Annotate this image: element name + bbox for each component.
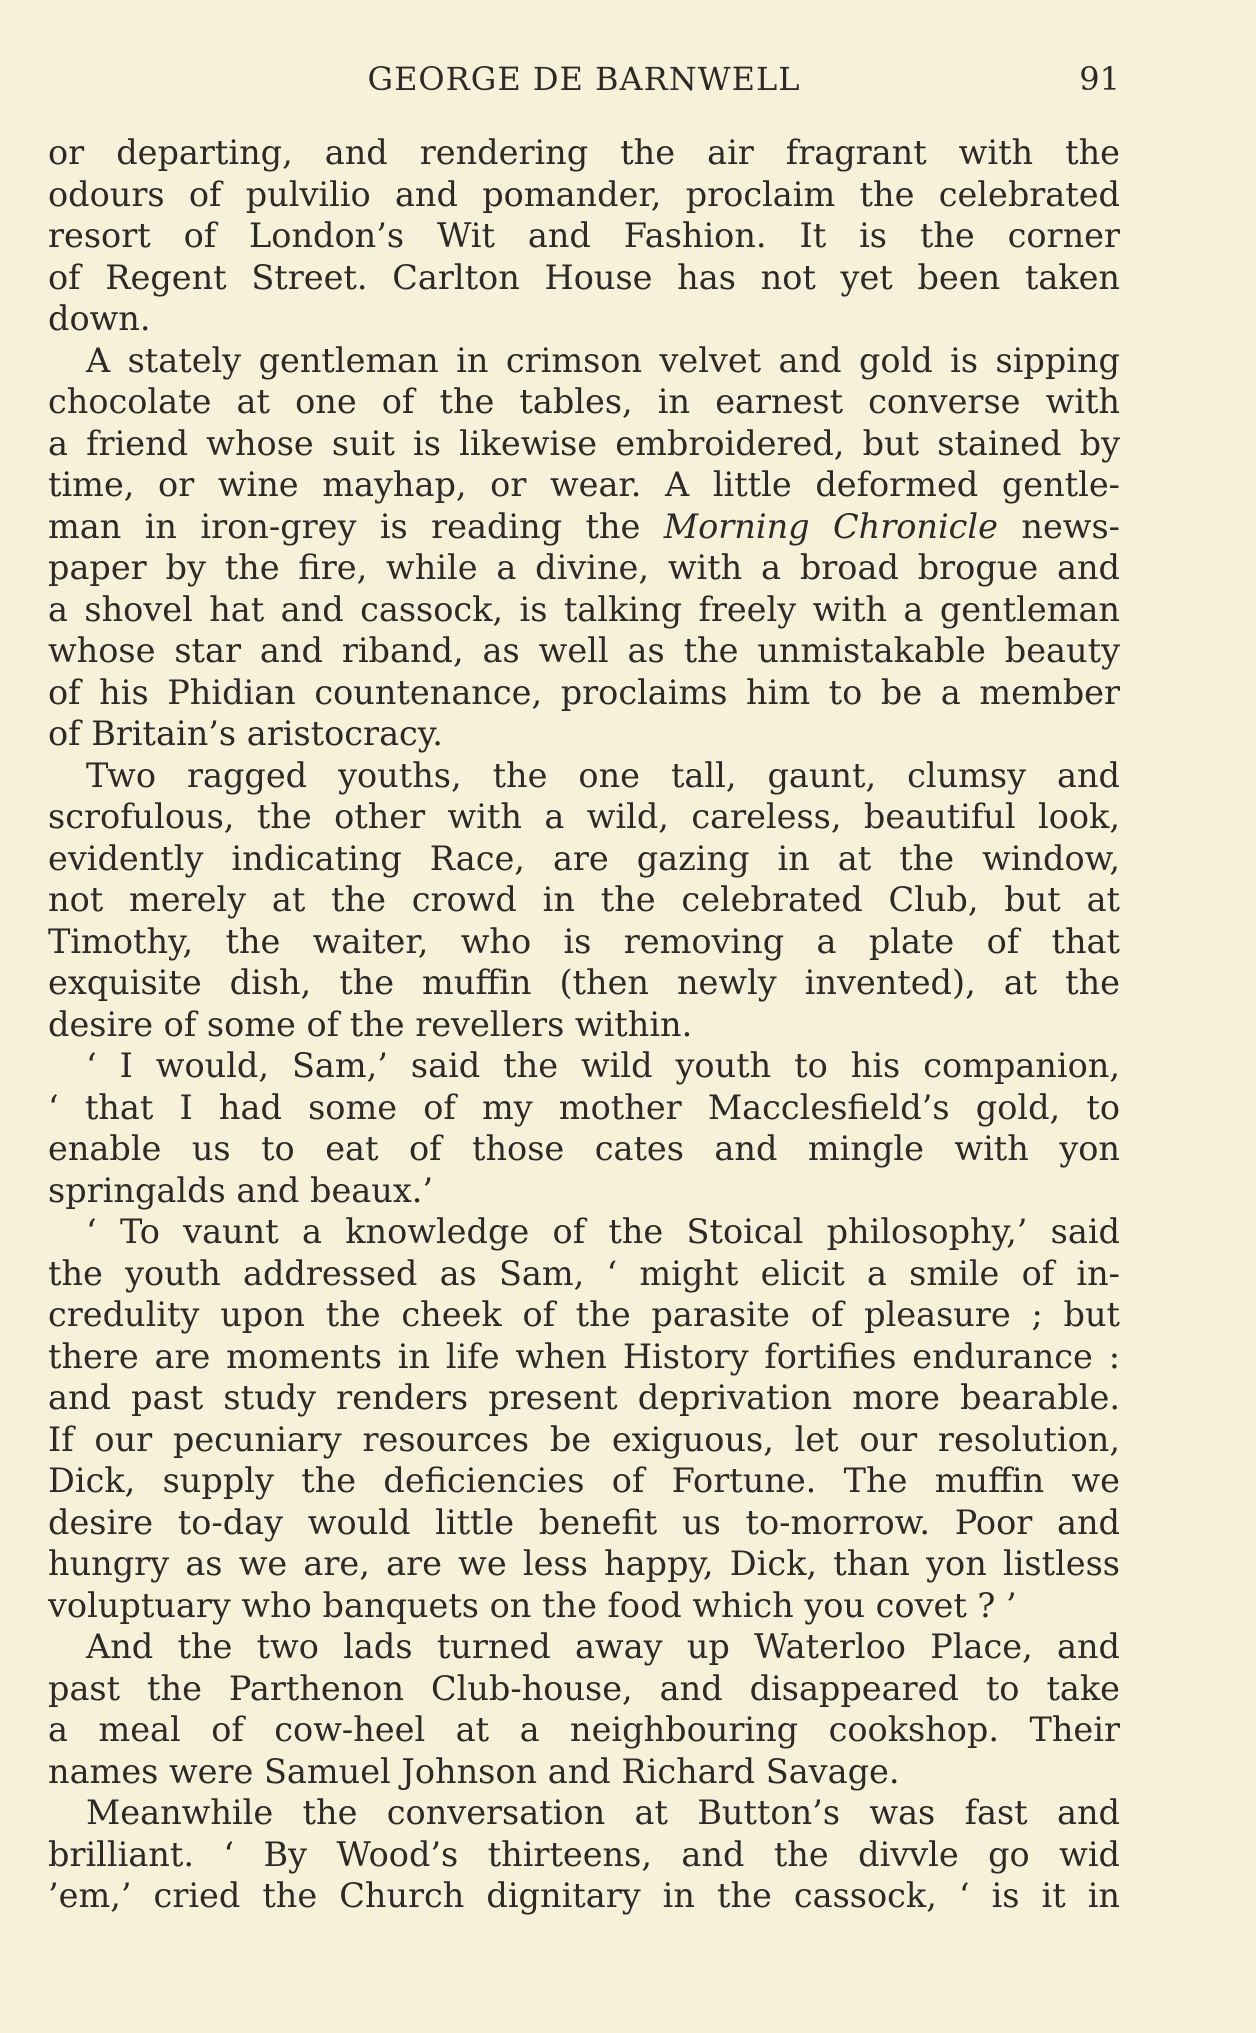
text-line: of his Phidian countenance, proclaims him to be a member xyxy=(48,672,1120,712)
text-line: Dick, supply the deficiencies of Fortune. The muffin we xyxy=(48,1461,1120,1500)
text-line: ‘ To vaunt a knowledge of the Stoical philosophy,’ said xyxy=(86,1212,1120,1251)
text-line: enable us to eat of those cates and mingle with yon xyxy=(48,1129,1120,1168)
text-line: scrofulous, the other with a wild, careless, beautiful look, xyxy=(48,797,1120,836)
text-line: A stately gentleman in crimson velvet and gold is sipping xyxy=(86,340,1120,380)
text-line: Meanwhile the conversation at Button’s was fast and xyxy=(86,1793,1120,1832)
text-line: evidently indicating Race, are gazing in at the window, xyxy=(48,838,1120,878)
text-line: whose star and riband, as well as the unmistakable beauty xyxy=(48,631,1120,670)
text-line: exquisite dish, the muffin (then newly invented), at the xyxy=(48,963,1120,1002)
text-line: hungry as we are, are we less happy, Dick, than yon listless xyxy=(48,1544,1120,1583)
text-line: of Regent Street. Carlton House has not yet been taken xyxy=(48,257,1120,297)
text-line: ‘ I would, Sam,’ said the wild youth to his companion, xyxy=(86,1046,1120,1085)
text-line: past the Parthenon Club-house, and disappeared to take xyxy=(48,1668,1120,1708)
running-head xyxy=(48,56,1120,102)
text-line: brilliant. ‘ By Wood’s thirteens, and the divvle go wid xyxy=(48,1834,1120,1874)
text-line xyxy=(48,506,1120,548)
text-line: or departing, and rendering the air fragrant with the xyxy=(48,133,1120,172)
text-line: a meal of cow-heel at a neighbouring cookshop. Their xyxy=(48,1710,1120,1749)
page-number: 91 xyxy=(1079,60,1120,98)
text-line: credulity upon the cheek of the parasite of pleasure ; but xyxy=(48,1295,1120,1334)
text-line: And the two lads turned away up Waterloo Place, and xyxy=(86,1627,1120,1666)
running-title: GEORGE DE BARNWELL xyxy=(367,60,801,98)
text-line: desire of some of the revellers within. xyxy=(48,1004,693,1044)
text-line: a shovel hat and cassock, is talking freely with a gentleman xyxy=(48,589,1120,629)
text-line: a friend whose suit is likewise embroidered, but stained by xyxy=(48,423,1120,463)
text-line: paper by the fire, while a divine, with a broad brogue and xyxy=(48,548,1120,587)
text-line: Timothy, the waiter, who is removing a plate of that xyxy=(48,921,1120,961)
text-line: chocolate at one of the tables, in earnest converse with xyxy=(48,382,1120,421)
body-text xyxy=(48,132,1120,1917)
text-line: down. xyxy=(48,299,151,338)
text-line: names were Samuel Johnson and Richard Savage. xyxy=(48,1751,900,1791)
text-line: ‘ that I had some of my mother Macclesfield’s gold, to xyxy=(48,1087,1120,1127)
text-line: ’em,’ cried the Church dignitary in the cassock, ‘ is it in xyxy=(48,1876,1120,1915)
text-line: springalds and beaux.’ xyxy=(48,1170,434,1210)
text-segment: man in iron-grey is reading the xyxy=(48,506,664,546)
text-line: there are moments in life when History fortifies endurance : xyxy=(48,1336,1120,1376)
text-line: and past study renders present deprivation more bearable. xyxy=(48,1378,1120,1417)
newspaper-title: Morning Chronicle xyxy=(663,506,998,546)
text-line: Two ragged youths, the one tall, gaunt, clumsy and xyxy=(86,755,1120,795)
text-line: resort of London’s Wit and Fashion. It is the corner xyxy=(48,216,1120,255)
text-line: time, or wine mayhap, or wear. A little deformed gentle- xyxy=(48,465,1120,504)
text-line: voluptuary who banquets on the food which you covet ? ’ xyxy=(48,1585,1017,1625)
text-line: If our pecuniary resources be exiguous, let our resolution, xyxy=(48,1419,1120,1459)
text-segment: news- xyxy=(997,506,1120,546)
text-line: desire to-day would little benefit us to-morrow. Poor and xyxy=(48,1502,1120,1542)
text-line: of Britain’s aristocracy. xyxy=(48,714,443,753)
text-line: not merely at the crowd in the celebrated Club, but at xyxy=(48,880,1120,919)
text-line: odours of pulvilio and pomander, proclaim the celebrated xyxy=(48,174,1120,214)
text-line: the youth addressed as Sam, ‘ might elicit a smile of in- xyxy=(48,1253,1120,1293)
